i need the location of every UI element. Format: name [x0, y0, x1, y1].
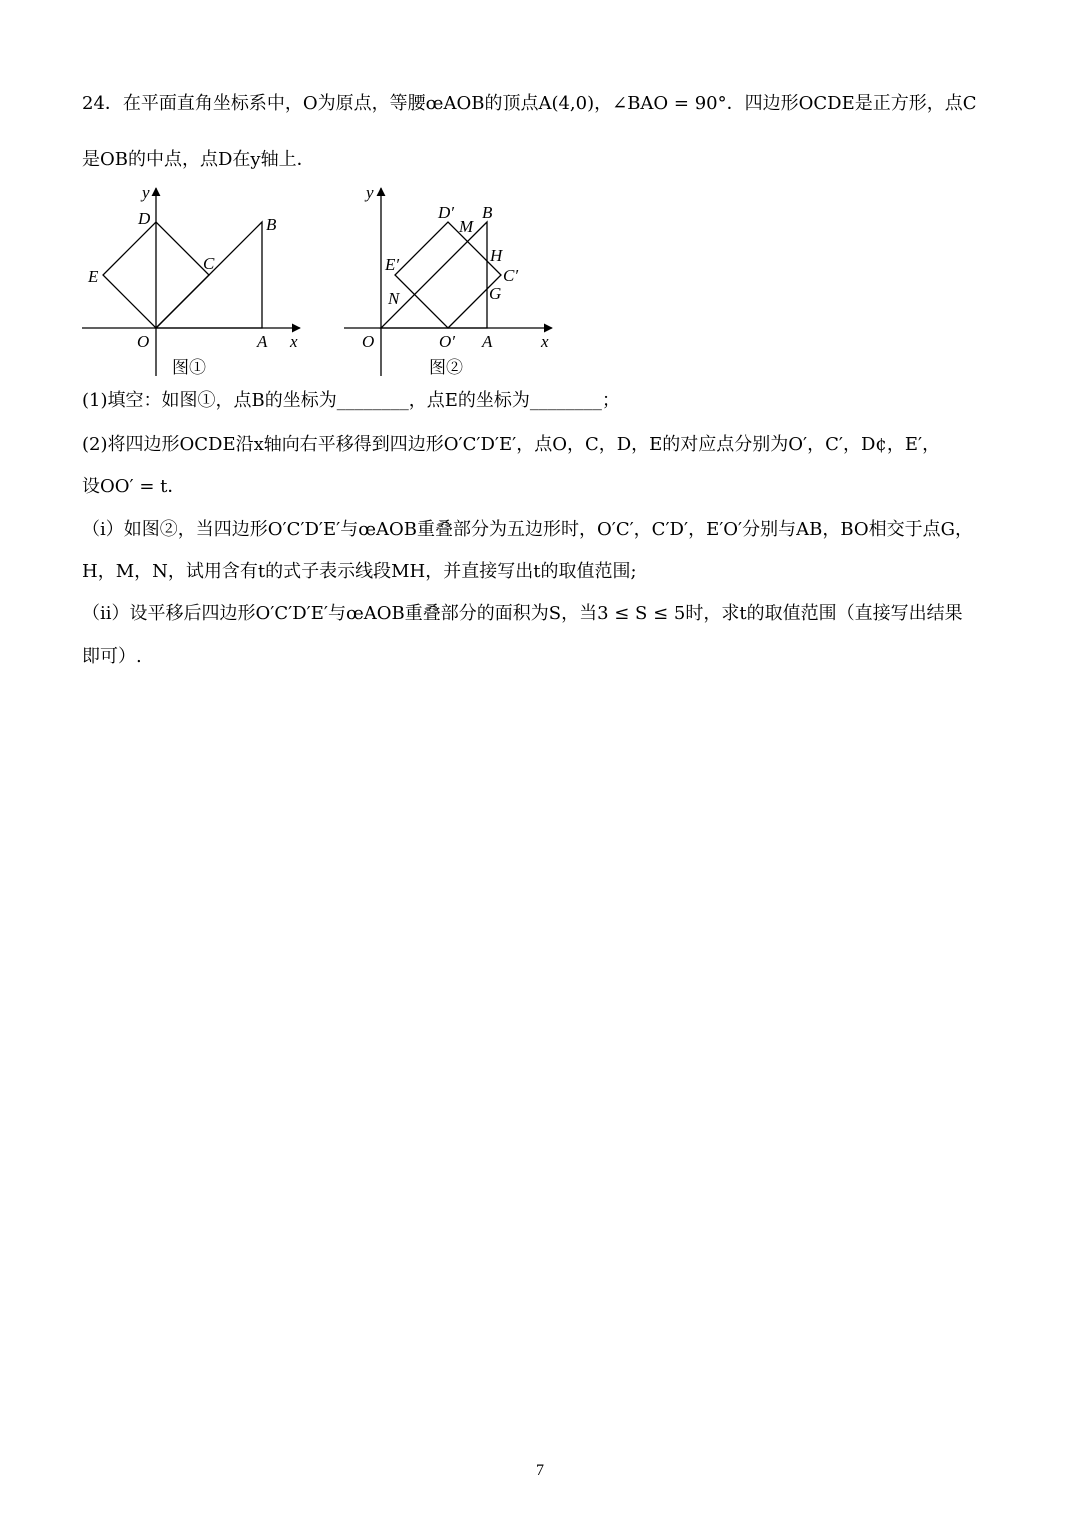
fig1-label-D: D: [138, 209, 151, 228]
question-part-ii-line-2: 即可）.: [82, 646, 142, 667]
fig1-label-O: O: [137, 332, 150, 351]
fig2-label-C-prime: C′: [503, 266, 519, 285]
fig1-label-A: A: [257, 332, 268, 351]
question-part-2-line-1: (2)将四边形OCDE沿x轴向右平移得到四边形O′C′D′E′，点O，C，D，E的对应点分别为O′，C′，D¢，E′，: [82, 434, 941, 455]
fig2-label-G: G: [489, 284, 502, 303]
question-part-2-line-2: 设OO′ = t．: [82, 476, 186, 497]
problem-line-1: 24．在平面直角坐标系中，O为原点，等腰œAOB的顶点A(4,0)，∠BAO = 90°．四边形OCDE是正方形，点C: [82, 93, 977, 114]
fig2-caption: 图②: [429, 358, 463, 377]
fig1-label-x: x: [290, 332, 298, 351]
fig2-triangle-AOB: [381, 222, 487, 328]
question-part-i-line-2: H，M，N，试用含有t的式子表示线段MH，并直接写出t的取值范围;: [82, 561, 637, 582]
fig2-label-y: y: [366, 183, 374, 202]
fig1-label-C: C: [203, 254, 215, 273]
fig2-label-N: N: [388, 289, 400, 308]
fig1-label-y: y: [142, 183, 150, 202]
fig2-label-D-prime: D′: [438, 203, 454, 222]
figure-1: [82, 183, 300, 377]
fig1-caption: 图①: [172, 358, 206, 377]
fig2-square-translated: [395, 222, 501, 328]
fig2-label-x: x: [541, 332, 549, 351]
figure-2: [344, 183, 552, 377]
fig2-label-A: A: [482, 332, 493, 351]
figures: [78, 180, 558, 380]
fig2-label-B: B: [482, 203, 493, 222]
fig1-label-B: B: [266, 215, 277, 234]
problem-line-2: 是OB的中点，点D在y轴上．: [82, 149, 315, 170]
question-part-ii-line-1: （ii）设平移后四边形O′C′D′E′与œAOB重叠部分的面积为S，当3 ≤ S ≤ 5时，求t的取值范围（直接写出结果: [82, 603, 963, 624]
fig1-label-E: E: [88, 267, 99, 286]
question-part-1: (1)填空：如图①，点B的坐标为________，点E的坐标为________；: [82, 390, 620, 411]
page-number: 7: [536, 1462, 544, 1479]
fig2-label-M: M: [459, 217, 474, 236]
question-part-i-line-1: （i）如图②，当四边形O′C′D′E′与œAOB重叠部分为五边形时，O′C′，C′D′，E′O′分别与AB，BO相交于点G，: [82, 519, 974, 540]
fig2-label-O: O: [362, 332, 375, 351]
fig2-label-E-prime: E′: [385, 255, 400, 274]
fig2-label-H: H: [490, 246, 503, 265]
fig2-label-O-prime: O′: [439, 332, 455, 351]
